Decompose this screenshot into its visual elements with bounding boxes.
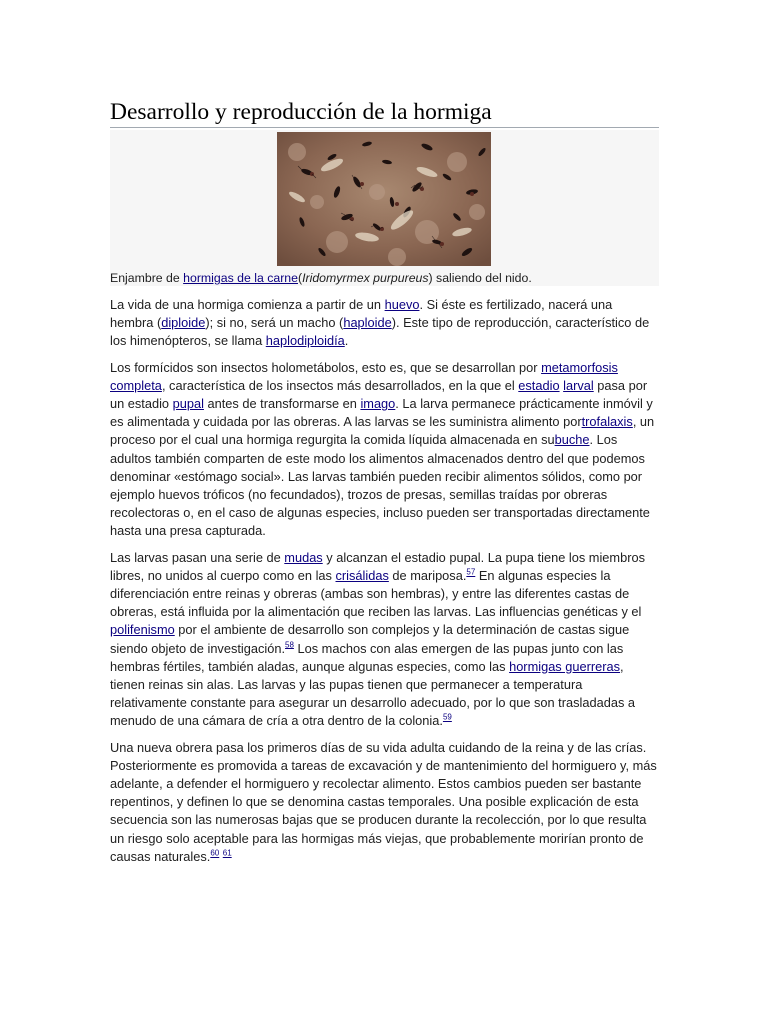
- text: . La larva permanece prácticamente inmóvil y es alimentada y cuidada por las obreras. A las larvas se les suministra alimento por: [110, 396, 653, 430]
- article: [110, 98, 659, 874]
- link-crisalidas[interactable]: crisálidas: [335, 567, 389, 583]
- text: En algunas especies la diferenciación entre reinas y obreras (ambas son hembras), y entre las diferentes castas de obreras, está influida por la alimentación que reciben las larvas. Las influencias genéticas y el: [110, 567, 642, 620]
- link-pupal[interactable]: pupal: [172, 396, 204, 412]
- reference-58[interactable]: 58: [285, 640, 294, 650]
- link-trofalaxis[interactable]: trofalaxis: [581, 414, 633, 430]
- text: pasa por un estadio: [110, 377, 648, 412]
- text: , un proceso por el cual una hormiga regurgita la comida líquida almacenada en su: [110, 414, 655, 448]
- text: Los formícidos son insectos holometábolos, esto es, que se desarrollan por: [110, 359, 542, 375]
- text: Los machos con alas emergen de las pupas junto con las hembras fértiles, también aladas, aunque algunas especies, como las: [110, 640, 624, 674]
- caption-prefix: Enjambre de: [110, 271, 184, 285]
- text: , característica de los insectos más desarrollados, en la que el: [161, 377, 519, 393]
- text: ). Este tipo de reproducción, característico de los himenópteros, se llama: [110, 315, 650, 349]
- reference-61[interactable]: 61: [222, 848, 232, 858]
- text: ); si no, será un macho (: [205, 315, 344, 331]
- text: Una nueva obrera pasa los primeros días de su vida adulta cuidando de la reina y de las crías. Posteriormente es promovida a tareas de excavación y de mantenimiento del hormiguero y, más adelante, a defender el hormiguero y recolectar alimento. Estos cambios pueden ser bastante repentinos, y definen lo que se denomina castas temporales. Una posible explicación de esta secuencia son las numerosas bajas que se producen durante la recolección, por lo que resulta un riesgo solo aceptable para las hormigas más viejas, que probablemente morirían pronto de causas naturales.: [110, 739, 657, 864]
- link-diploide[interactable]: diploide: [161, 315, 206, 331]
- figure-caption: [110, 271, 532, 286]
- text: y alcanzan el estadio pupal. La pupa tiene los miembros libres, no unidos al cuerpo como en las: [110, 549, 645, 583]
- link-mudas[interactable]: mudas: [284, 549, 323, 565]
- reference-57[interactable]: 57: [466, 567, 476, 577]
- ant-swarm-photo: [277, 132, 491, 266]
- text: de mariposa.: [388, 567, 467, 583]
- text: . Si éste es fertilizado, nacerá una hembra (: [110, 297, 613, 331]
- text: Las larvas pasan una serie de: [110, 549, 285, 565]
- link-haploide[interactable]: haploide: [343, 315, 392, 331]
- figure: [110, 130, 659, 286]
- text: antes de transformarse en: [203, 396, 361, 412]
- paragraph-3: [110, 549, 659, 731]
- text: .: [344, 333, 349, 349]
- caption-species: Iridomyrmex purpureus: [302, 271, 429, 285]
- text: , tienen reinas sin alas. Las larvas y las pupas tienen que permanecer a temperatura relativamente constante para asegurar un desarrollo adecuado, por lo que son trasladadas a menudo de una cámara de cría a otra dentro de la colonia.: [110, 658, 636, 729]
- link-hormigas-guerreras[interactable]: hormigas guerreras: [509, 658, 621, 674]
- reference-59[interactable]: 59: [442, 713, 452, 723]
- link-metamorfosis-completa[interactable]: metamorfosis completa: [110, 359, 618, 393]
- reference-60[interactable]: 60: [210, 848, 220, 858]
- link-imago[interactable]: imago: [360, 396, 396, 412]
- caption-suffix: ) saliendo del nido.: [428, 271, 532, 285]
- link-buche[interactable]: buche: [554, 432, 590, 448]
- caption-open: (: [297, 271, 303, 285]
- paragraph-2: [110, 359, 659, 541]
- article-body: [110, 296, 659, 866]
- link-larval[interactable]: larval: [563, 377, 594, 393]
- paragraph-4: [110, 739, 659, 866]
- link-hormigas-de-la-carne[interactable]: hormigas de la carne: [183, 271, 298, 285]
- text: . Los adultos también comparten de este modo los alimentos almacenados dentro del que podemos denominar «estómago social». Las larvas también pueden recibir alimentos sólidos, como por ejemplo huevos tróficos (no fecundados), trozos de presas, semillas traídas por obreras recolectoras o, en el caso de algunas especies, incluso pueden ser transportadas directamente hasta una presa capturada.: [110, 432, 650, 539]
- paragraph-1: [110, 296, 659, 351]
- page-title: Desarrollo y reproducción de la hormiga: [110, 98, 659, 128]
- text: por el ambiente de desarrollo son complejos y la determinación de castas sigue siendo objeto de investigación.: [110, 622, 630, 656]
- link-estadio[interactable]: estadio: [518, 377, 560, 393]
- link-haplodiploidia[interactable]: haplodiploidía: [265, 333, 345, 349]
- link-huevo[interactable]: huevo: [384, 297, 420, 312]
- text: La vida de una hormiga comienza a partir de un: [110, 297, 385, 312]
- link-polifenismo[interactable]: polifenismo: [110, 622, 175, 638]
- ant-swarm-image: [277, 132, 491, 266]
